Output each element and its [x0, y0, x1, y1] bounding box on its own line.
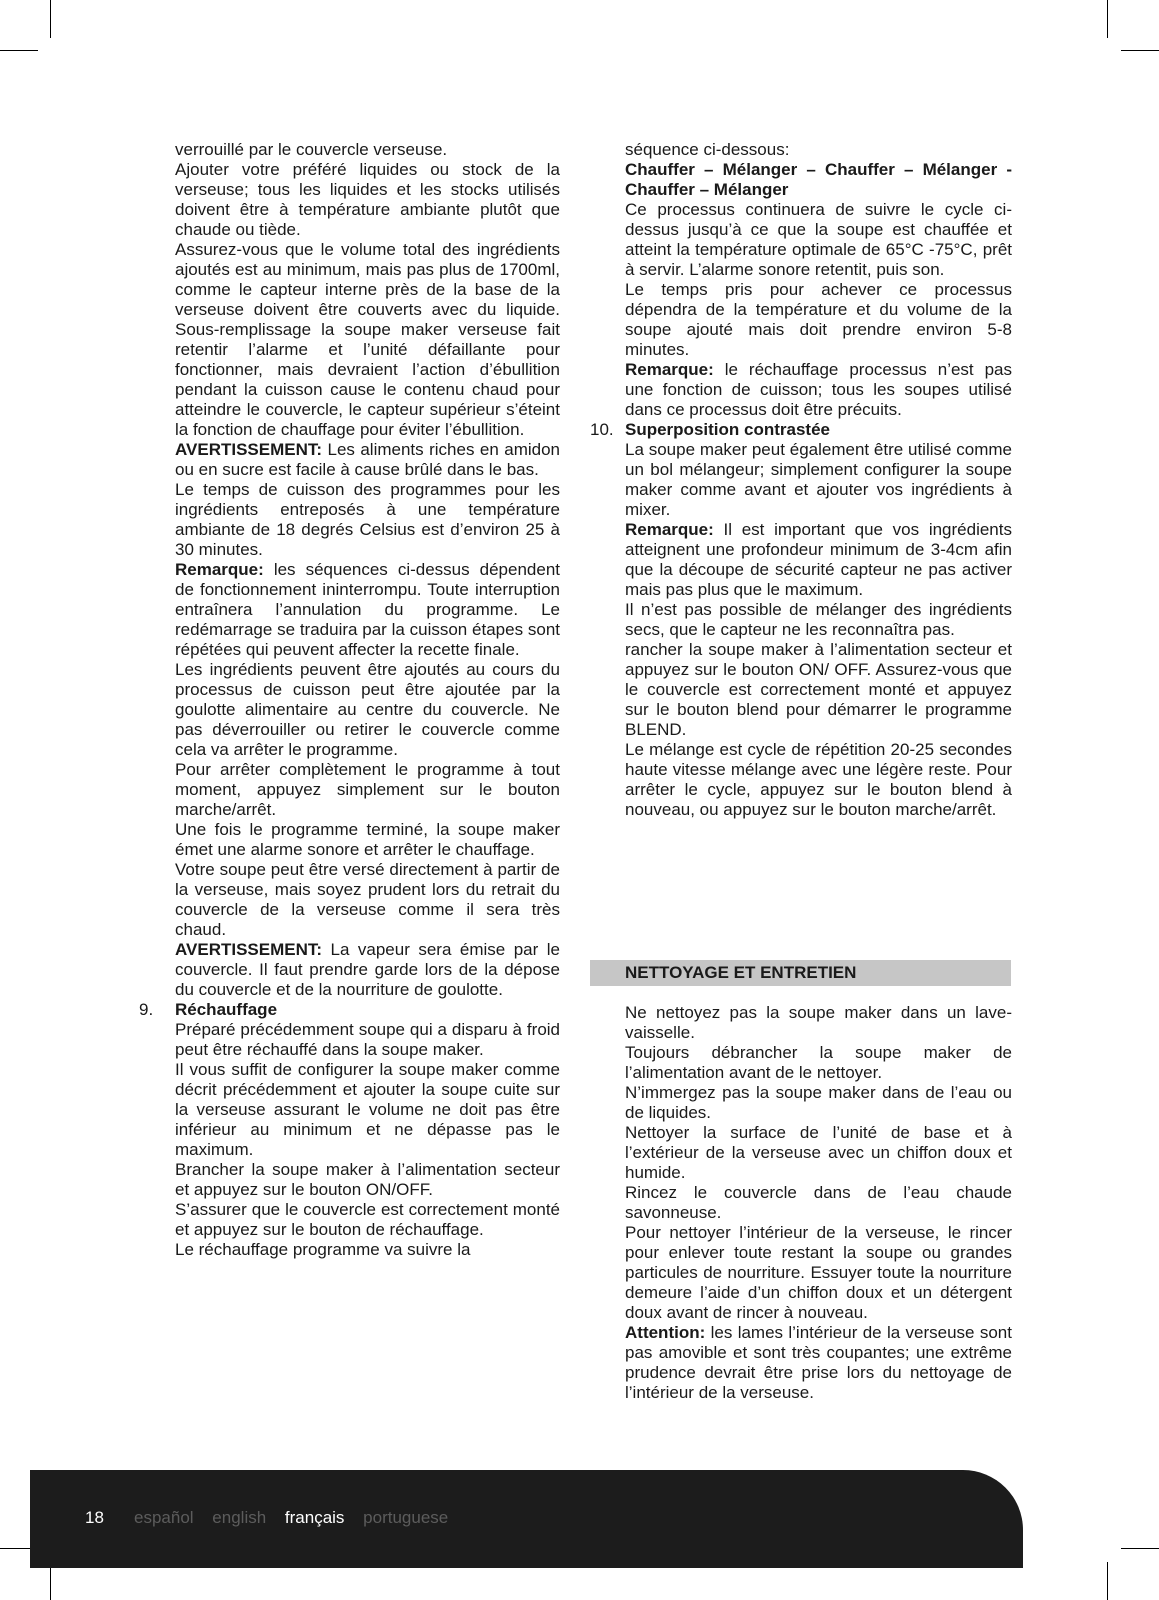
sequence-text: [625, 160, 1012, 200]
paragraph: rancher la soupe maker à l’alimentation secteur et appuyez sur le bouton ON/ OFF. Assurez-vous que le couvercle est correctement monté et appuyez sur le bouton blend pour démarrer le programme BLEND.: [625, 640, 1012, 739]
warning-label: AVERTISSEMENT:: [175, 940, 323, 959]
sequence-bold: Chauffer – Mélanger – Chauffer – Mélanger - Chauffer – Mélanger: [625, 160, 1012, 199]
paragraph: séquence ci-dessous:: [625, 140, 790, 159]
language-francais: français: [284, 1508, 345, 1527]
note-label: Remarque:: [625, 520, 714, 539]
paragraph: Ajouter votre préféré liquides ou stock de la verseuse; tous les liquides et les stocks utilisés doivent être à température ambiante plutôt que chaude ou tiède.: [175, 160, 560, 239]
crop-mark: [0, 50, 38, 51]
cleaning-section: [625, 1003, 1012, 1403]
warning-label: AVERTISSEMENT:: [175, 440, 323, 459]
paragraph: Nettoyer la surface de l’unité de base et à l’extérieur de la verseuse avec un chiffon doux et humide.: [625, 1123, 1012, 1182]
note-paragraph: [175, 560, 560, 660]
paragraph: Brancher la soupe maker à l’alimentation secteur et appuyez sur le bouton ON/OFF.: [175, 1160, 560, 1199]
crop-mark: [1121, 50, 1159, 51]
left-column: [139, 140, 560, 1260]
paragraph: La soupe maker peut également être utilisé comme un bol mélangeur; simplement configurer la soupe maker comme avant et ajouter vos ingrédients à mixer.: [625, 440, 1012, 519]
language-portuguese: portuguese: [363, 1508, 449, 1527]
crop-mark: [1107, 1562, 1108, 1600]
paragraph: Pour arrêter complètement le programme à tout moment, appuyez simplement sur le bouton marche/arrêt.: [175, 760, 560, 819]
paragraph: Ce processus continuera de suivre le cycle ci-dessus jusqu’à ce que la soupe est chauffée et atteint la température optimale de 65°C -75°C, prêt à servir. L’alarme sonore retentit, puis son.: [625, 200, 1012, 279]
paragraph: S’assurer que le couvercle est correctement monté et appuyez sur le bouton de réchauffage.: [175, 1200, 560, 1239]
crop-mark: [1107, 0, 1108, 38]
list-item-9: [139, 1000, 560, 1020]
attention-text: les lames l’intérieur de la verseuse sont pas amovible et sont très coupantes; une extrême prudence devrait être prise lors du nettoyage de l’intérieur de la verseuse.: [625, 1323, 1012, 1402]
warning-text: Les aliments riches en amidon ou en sucre est facile à cause brûlé dans le bas.: [175, 440, 560, 479]
language-list: [134, 1508, 462, 1528]
warning-paragraph: [175, 940, 560, 1000]
crop-mark: [50, 0, 51, 38]
item-title: Superposition contrastée: [625, 420, 830, 439]
section-heading-bar: [590, 960, 1011, 986]
attention-label: Attention:: [625, 1323, 706, 1342]
note-paragraph: [625, 520, 1012, 600]
page-number: 18: [85, 1508, 104, 1527]
crop-mark: [1121, 1548, 1159, 1549]
paragraph: Votre soupe peut être versé directement à partir de la verseuse, mais soyez prudent lors du retrait du couvercle de la verseuse comme il sera très chaud.: [175, 860, 560, 939]
note-text: le réchauffage processus n’est pas une fonction de cuisson; tous les soupes utilisé dans ce processus doit être précuits.: [625, 360, 1012, 419]
note-paragraph: [625, 360, 1012, 420]
right-column: [590, 140, 1012, 820]
item-title: Réchauffage: [175, 1000, 278, 1019]
list-item-10: [590, 420, 1012, 440]
paragraph: Les ingrédients peuvent être ajoutés au cours du processus de cuisson peut être ajoutée par la goulotte alimentaire au centre du couvercle. Ne pas déverrouiller ou retirer le couvercle comme cela va arrêter le programme.: [175, 660, 560, 759]
paragraph: Il vous suffit de configurer la soupe maker comme décrit précédemment et ajouter la soupe cuite sur la verseuse assurant le volume ne doit pas être inférieur au minimum et ne dépasse pas le maximum.: [175, 1060, 560, 1159]
paragraph: Rincez le couvercle dans de l’eau chaude savonneuse.: [625, 1183, 1012, 1222]
note-text: les séquences ci-dessus dépendent de fonctionnement ininterrompu. Toute interruption entraînera l’annulation du programme. Le redémarrage se traduira par la cuisson étapes sont répétées qui peuvent affecter la recette finale.: [175, 560, 560, 659]
paragraph: Le réchauffage programme va suivre la: [175, 1240, 471, 1259]
paragraph: Toujours débrancher la soupe maker de l’alimentation avant de le nettoyer.: [625, 1043, 1012, 1082]
language-english: english: [212, 1508, 267, 1527]
list-number: 10.: [590, 420, 614, 439]
warning-text: La vapeur sera émise par le couvercle. Il faut prendre garde lors de la dépose du couvercle et de la nourriture de goulotte.: [175, 940, 560, 999]
paragraph: Assurez-vous que le volume total des ingrédients ajoutés est au minimum, mais pas plus de 1700ml, comme le capteur interne près de la base de la verseuse doivent être couverts avec du liquide. Sous-remplissage la soupe maker verseuse fait retentir l’alarme et l’unité défaillante pour fonctionner, mais devraient l’action d’ébullition pendant la cuisson cause le contenu chaud pour atteindre le couvercle, le capteur supérieur s’éteint la fonction de chauffage pour éviter l’ébullition.: [175, 240, 560, 439]
note-label: Remarque:: [625, 360, 714, 379]
language-espanol: español: [134, 1508, 194, 1527]
warning-paragraph: [175, 440, 560, 480]
footer-bar: [30, 1470, 1023, 1568]
paragraph: Le mélange est cycle de répétition 20-25 secondes haute vitesse mélange avec une légère reste. Pour arrêter le cycle, appuyez sur le bouton blend à nouveau, ou appuyez sur le bouton marche/arrêt.: [625, 740, 1012, 819]
note-text: Il est important que vos ingrédients atteignent une profondeur minimum de 3-4cm afin que la découpe de sécurité capteur ne pas activer mais pas plus que le maximum.: [625, 520, 1012, 599]
paragraph: verrouillé par le couvercle verseuse.: [175, 140, 448, 159]
paragraph: Il n’est pas possible de mélanger des ingrédients secs, que le capteur ne les reconnaîtra pas.: [625, 600, 1012, 639]
paragraph: Pour nettoyer l’intérieur de la verseuse, le rincer pour enlever toute restant la soupe ou grandes particules de nourriture. Essuyer toute la nourriture demeure l’aide d’un chiffon doux et un détergent doux avant de rincer à nouveau.: [625, 1223, 1012, 1322]
paragraph: Ne nettoyez pas la soupe maker dans un lave-vaisselle.: [625, 1003, 1012, 1042]
paragraph: Préparé précédemment soupe qui a disparu à froid peut être réchauffé dans la soupe maker.: [175, 1020, 560, 1059]
paragraph: N’immergez pas la soupe maker dans de l’eau ou de liquides.: [625, 1083, 1012, 1122]
paragraph: Le temps pris pour achever ce processus dépendra de la température et du volume de la soupe ajouté mais doit prendre environ 5-8 minutes.: [625, 280, 1012, 359]
attention-paragraph: [625, 1323, 1012, 1403]
list-number: 9.: [139, 1000, 154, 1019]
section-heading: NETTOYAGE ET ENTRETIEN: [625, 963, 857, 982]
note-label: Remarque:: [175, 560, 264, 579]
paragraph: Le temps de cuisson des programmes pour les ingrédients entreposés à une température ambiante de 18 degrés Celsius est d’environ 25 à 30 minutes.: [175, 480, 560, 559]
paragraph: Une fois le programme terminé, la soupe maker émet une alarme sonore et arrêter le chauffage.: [175, 820, 560, 859]
